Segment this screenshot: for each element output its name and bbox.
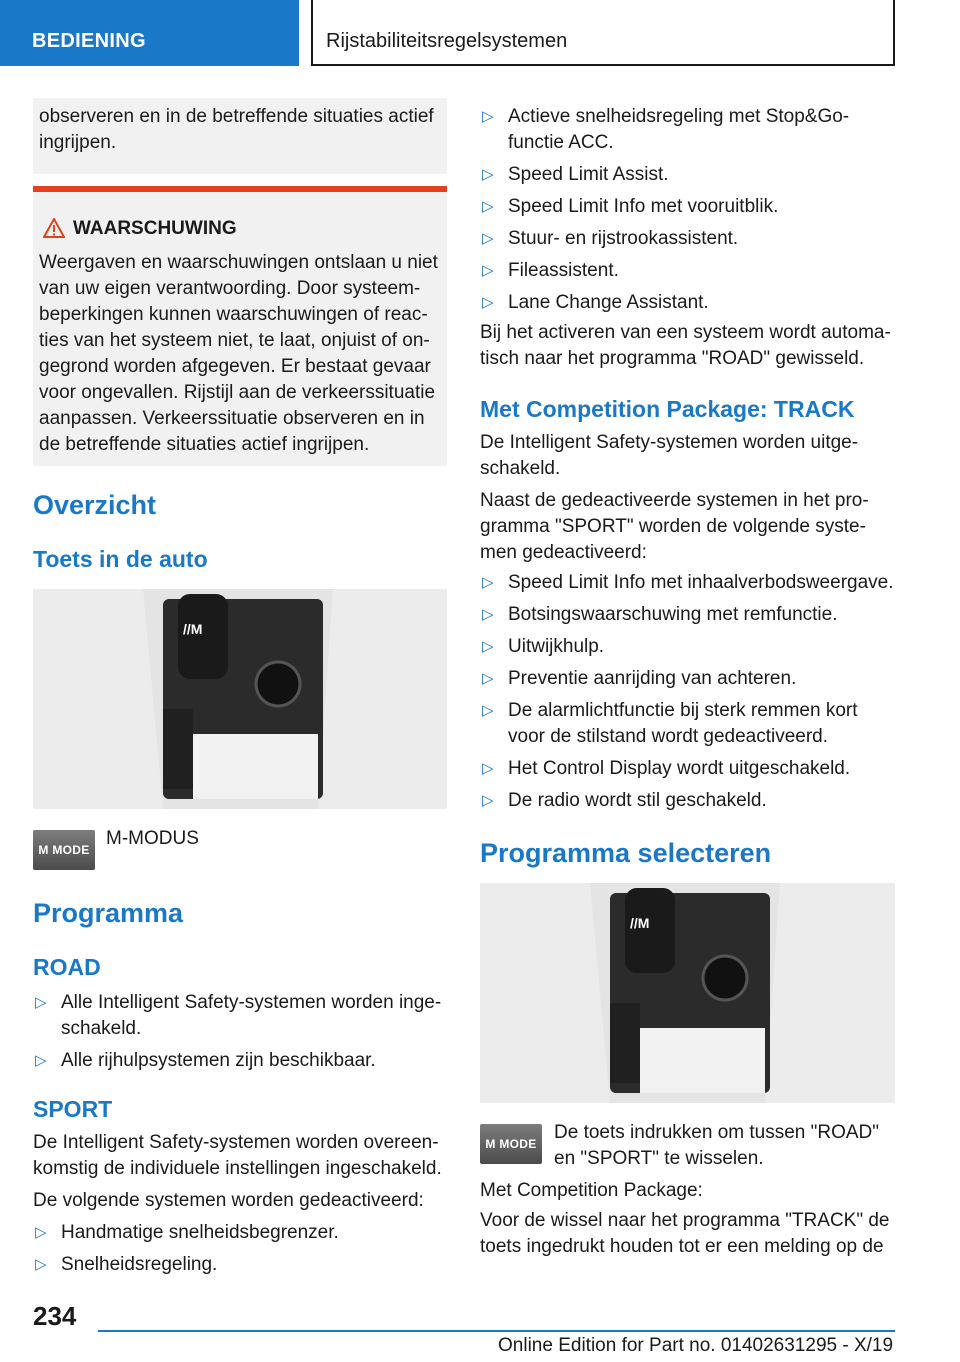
- triangle-bullet-icon: ▷: [482, 670, 494, 687]
- edition-text: Online Edition for Part no. 01402631295 - X/19: [498, 1335, 894, 1356]
- list-item: ▷ Stuur- en rijstrookassistent.: [480, 226, 896, 252]
- triangle-bullet-icon: ▷: [482, 294, 494, 311]
- list-item: ▷ Alle rijhulpsystemen zijn beschikbaar.: [33, 1048, 447, 1074]
- heading-overzicht: Overzicht: [33, 490, 157, 520]
- activeren-paragraph: Bij het activeren van een systeem wordt automa- tisch naar het programma "ROAD" gewisseld.: [480, 322, 891, 369]
- list-item: ▷ Speed Limit Assist.: [480, 162, 896, 188]
- gear-console-illustration: [480, 883, 895, 1103]
- triangle-bullet-icon: ▷: [35, 994, 47, 1011]
- triangle-bullet-icon: ▷: [482, 166, 494, 183]
- road-list: [33, 990, 447, 1080]
- section-tab: [0, 0, 299, 66]
- triangle-bullet-icon: ▷: [35, 1052, 47, 1069]
- list-item: ▷ Botsingswaarschuwing met remfunctie.: [480, 602, 896, 628]
- console-photo: [33, 589, 447, 809]
- list-item: ▷ Fileassistent.: [480, 258, 896, 284]
- track-list: [480, 570, 896, 820]
- triangle-bullet-icon: ▷: [482, 760, 494, 777]
- list-item: ▷ Actieve snelheidsregeling met Stop&Go- functie ACC.: [482, 106, 850, 153]
- warning-title: WAARSCHUWING: [73, 218, 237, 239]
- header-underline: [311, 64, 895, 66]
- header-divider: [311, 0, 313, 66]
- list-item: ▷ Snelheidsregeling.: [33, 1252, 447, 1278]
- triangle-bullet-icon: ▷: [482, 230, 494, 247]
- list-item: ▷ De alarmlichtfunctie bij sterk remmen kort voor de stilstand wordt gedeactiveerd.: [482, 700, 858, 747]
- sport-paragraph-2: De volgende systemen worden gedeactiveerd:: [33, 1190, 424, 1211]
- triangle-bullet-icon: ▷: [35, 1256, 47, 1273]
- sport-list: [33, 1220, 447, 1284]
- m-mode-button-icon: M MODE: [33, 830, 95, 870]
- console-photo-2: [480, 883, 895, 1103]
- intro-text: observeren en in de betreffende situaties actief ingrijpen.: [39, 106, 434, 153]
- list-item: ▷ Preventie aanrijding van achteren.: [480, 666, 896, 692]
- section-label: BEDIENING: [32, 30, 146, 52]
- heading-toets: Toets in de auto: [33, 546, 208, 572]
- track-paragraph-2: Naast de gedeactiveerde systemen in het pro- gramma "SPORT" worden de volgende syste- men gedeactiveerd:: [480, 490, 869, 563]
- warning-triangle-icon: [43, 218, 65, 238]
- track-top-list: [480, 104, 896, 322]
- list-item: ▷ De radio wordt stil geschakeld.: [480, 788, 896, 814]
- warning-box: [33, 186, 447, 466]
- header-right-border: [893, 0, 895, 66]
- list-item: ▷ Het Control Display wordt uitgeschakeld.: [480, 756, 896, 782]
- svg-text://M: //M: [183, 621, 203, 637]
- list-item: ▷ Lane Change Assistant.: [480, 290, 896, 316]
- heading-sport: SPORT: [33, 1096, 113, 1122]
- triangle-bullet-icon: ▷: [482, 198, 494, 215]
- warning-body: Weergaven en waarschuwingen ontslaan u niet van uw eigen verantwoording. Door systeem- beperkingen kunnen waarschuwingen of reac- ties van het systeem niet, te laat, onjuist of on- gegrond worden afgegeven. Er bestaat gevaar voor ongevallen. Rijstijl aan de verkeerssituatie aanpassen. Verkeerssituatie observeren en in de betreffende situaties actief ingrijpen.: [39, 252, 438, 455]
- page-number: 234: [33, 1301, 77, 1331]
- track-paragraph-1: De Intelligent Safety-systemen worden uitge- schakeld.: [480, 432, 859, 479]
- gear-console-illustration: [33, 589, 447, 809]
- list-item: ▷ Speed Limit Info met vooruitblik.: [480, 194, 896, 220]
- triangle-bullet-icon: ▷: [482, 108, 494, 125]
- heading-road: ROAD: [33, 954, 101, 980]
- triangle-bullet-icon: ▷: [482, 606, 494, 623]
- m-mode-button-icon: M MODE: [480, 1124, 542, 1164]
- footer-rule: [98, 1330, 895, 1332]
- list-item: ▷ Uitwijkhulp.: [480, 634, 896, 660]
- triangle-bullet-icon: ▷: [482, 638, 494, 655]
- svg-text://M: //M: [630, 915, 650, 931]
- sport-paragraph-1: De Intelligent Safety-systemen worden overeen- komstig de individuele instellingen ingeschakeld.: [33, 1132, 442, 1179]
- heading-selecteren: Programma selecteren: [480, 838, 772, 868]
- triangle-bullet-icon: ▷: [35, 1224, 47, 1241]
- m-mode-instruction: De toets indrukken om tussen "ROAD" en "SPORT" te wisselen.: [554, 1122, 880, 1169]
- list-item: ▷ Handmatige snelheidsbegrenzer.: [33, 1220, 447, 1246]
- triangle-bullet-icon: ▷: [482, 792, 494, 809]
- heading-programma: Programma: [33, 898, 184, 928]
- m-mode-caption: M-MODUS: [106, 828, 199, 849]
- chapter-title: Rijstabiliteitsregelsystemen: [326, 30, 568, 52]
- list-item: ▷ Speed Limit Info met inhaalverbodsweergave.: [480, 570, 896, 596]
- triangle-bullet-icon: ▷: [482, 262, 494, 279]
- competition-paragraph: Met Competition Package:: [480, 1180, 703, 1201]
- wissel-paragraph: Voor de wissel naar het programma "TRACK" de toets ingedrukt houden tot er een melding op de: [480, 1210, 890, 1257]
- triangle-bullet-icon: ▷: [482, 702, 494, 719]
- triangle-bullet-icon: ▷: [482, 574, 494, 591]
- intro-box: [33, 98, 447, 174]
- heading-track: Met Competition Package: TRACK: [480, 396, 855, 422]
- list-item: ▷ Alle Intelligent Safety-systemen worden inge- schakeld.: [35, 992, 442, 1039]
